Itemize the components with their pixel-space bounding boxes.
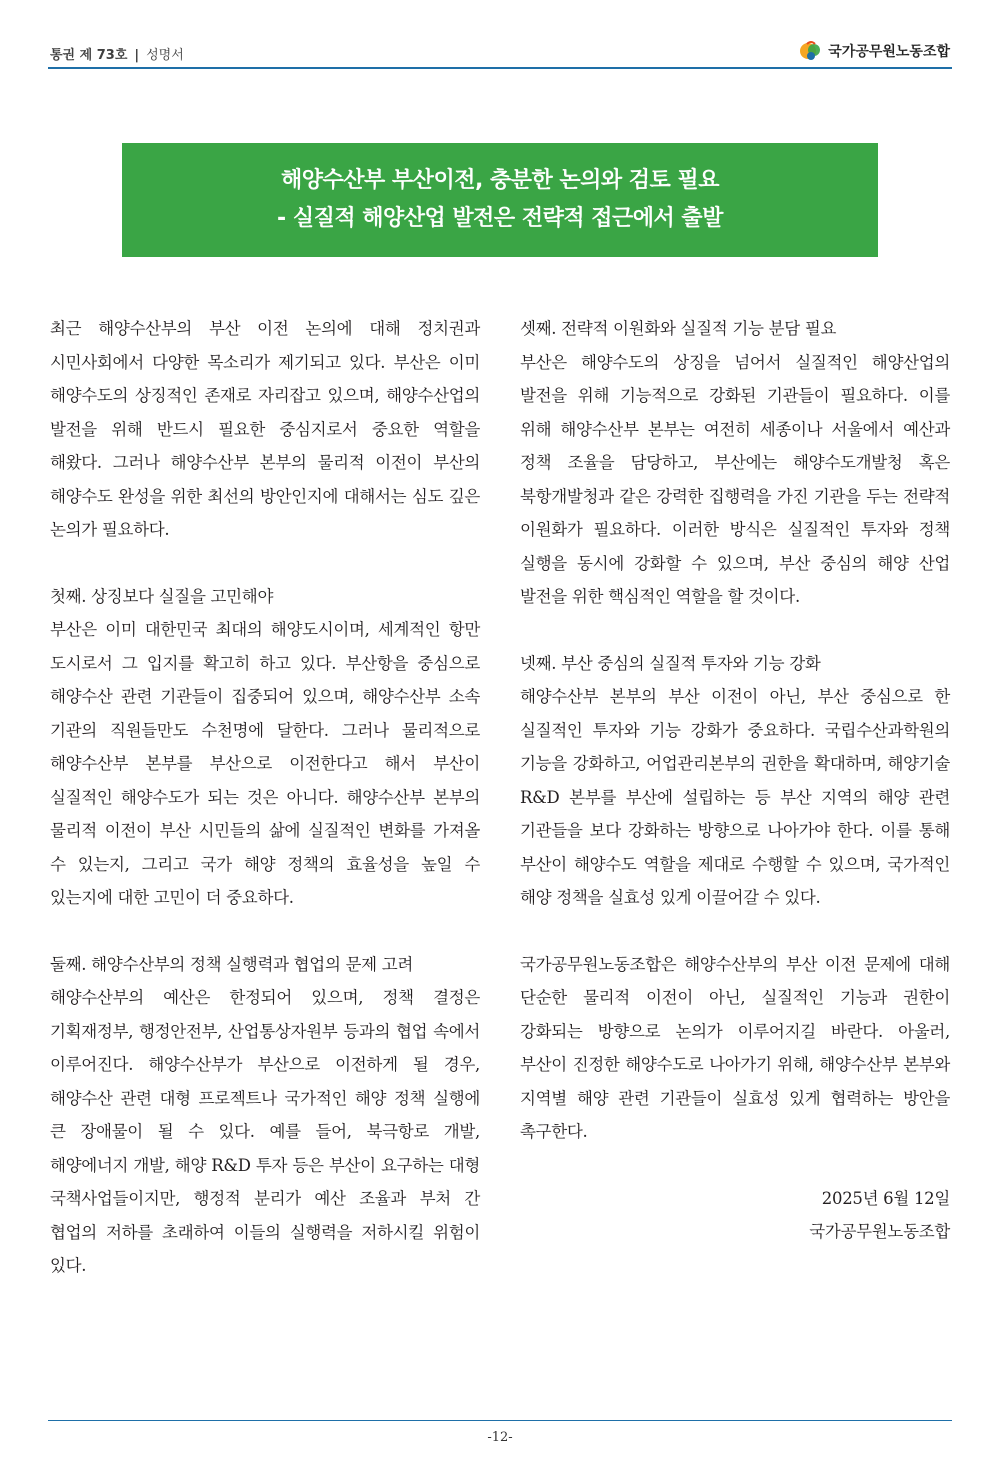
fourth-body: 해양수산부 본부의 부산 이전이 아닌, 부산 중심으로 한 실질적인 투자와 기능 강화가 중요하다. 국립수산과학원의 기능을 강화하고, 어업관리본부의 권한을 확대하며, 해양기술 R&D 본부를 부산에 설립하는 등 부산 지역의 해양 관련 기관들을 보다 강화하는 방향으로 나아가야 한다. 이를 통해 부산이 해양수도 역할을 제대로 수행할 수 있으며, 국가적인 해양 정책을 실효성 있게 이끌어갈 수 있다. <box>520 687 950 907</box>
brand <box>798 38 950 64</box>
section-name: 성명서 <box>146 48 184 63</box>
title-line-1: 해양수산부 부산이전, 충분한 논의와 검토 필요 <box>281 168 719 193</box>
header-rule <box>48 67 952 69</box>
page-header <box>50 38 950 66</box>
fourth-heading: 넷째. 부산 중심의 실질적 투자와 기능 강화 <box>520 653 821 673</box>
page-number: -12- <box>487 1430 513 1445</box>
second-body: 해양수산부의 예산은 한정되어 있으며, 정책 결정은 기획재정부, 행정안전부, 산업통상자원부 등과의 협업 속에서 이루어진다. 해양수산부가 부산으로 이전하게 될 경우, 해양수산 관련 대형 프로젝트나 국가적인 해양 정책 실행에 큰 장애물이 될 수 있다. 예를 들어, 북극항로 개발, 해양에너지 개발, 해양 R&D 투자 등은 부산이 요구하는 대형 국책사업들이지만, 행정적 분리가 예산 조율과 부처 간 협업의 저하를 초래하여 이들의 실행력을 저하시킬 위험이 있다. <box>50 988 480 1275</box>
signature: 국가공무원노동조합 <box>809 1222 950 1241</box>
title-banner <box>122 143 878 257</box>
footer-rule <box>48 1420 952 1421</box>
right-column <box>520 312 950 1249</box>
title-line-2: - 실질적 해양산업 발전은 전략적 접근에서 출발 <box>277 206 723 231</box>
intro-paragraph: 최근 해양수산부의 부산 이전 논의에 대해 정치권과 시민사회에서 다양한 목소리가 제기되고 있다. 부산은 이미 해양수도의 상징적인 존재로 자리잡고 있으며, 해양수산업의 발전을 위해 반드시 필요한 중심지로서 중요한 역할을 해왔다. 그러나 해양수산부 본부의 물리적 이전이 부산의 해양수도 완성을 위한 최선의 방안인지에 대해서는 심도 깊은 논의가 필요하다. <box>50 319 480 539</box>
statement-date: 2025년 6월 12일 <box>821 1188 950 1208</box>
issue-number: 통권 제 73호 <box>50 48 128 63</box>
union-logo-icon <box>798 38 824 64</box>
third-heading: 셋째. 전략적 이원화와 실질적 기능 분담 필요 <box>520 319 837 338</box>
second-heading: 둘째. 해양수산부의 정책 실행력과 협업의 문제 고려 <box>50 954 414 974</box>
closing-paragraph: 국가공무원노동조합은 해양수산부의 부산 이전 문제에 대해 단순한 물리적 이전이 아닌, 실질적인 기능과 권한이 강화되는 방향으로 논의가 이루어지길 바란다. 아울러, 부산이 진정한 해양수도로 나아가기 위해, 해양수산부 본부와 지역별 해양 관련 기관들이 실효성 있게 협력하는 방안을 촉구한다. <box>520 954 950 1141</box>
org-name: 국가공무원노동조합 <box>828 44 950 60</box>
issue-label <box>50 44 184 63</box>
left-column <box>50 312 480 1283</box>
third-body: 부산은 해양수도의 상징을 넘어서 실질적인 해양산업의 발전을 위해 기능적으로 강화된 기관들이 필요하다. 이를 위해 해양수산부 본부는 여전히 세종이나 서울에서 예산과 정책 조율을 담당하고, 부산에는 해양수도개발청 혹은 북항개발청과 같은 강력한 집행력을 가진 기관을 두는 전략적 이원화가 필요하다. 이러한 방식은 실질적인 투자와 정책 실행을 동시에 강화할 수 있으며, 부산 중심의 해양 산업 발전을 위한 핵심적인 역할을 할 것이다. <box>520 352 950 606</box>
first-heading: 첫째. 상징보다 실질을 고민해야 <box>50 586 274 606</box>
header-separator: | <box>134 48 140 63</box>
first-body: 부산은 이미 대한민국 최대의 해양도시이며, 세계적인 항만 도시로서 그 입지를 확고히 하고 있다. 부산항을 중심으로 해양수산 관련 기관들이 집중되어 있으며, 해양수산부 소속 기관의 직원들만도 수천명에 달한다. 그러나 물리적으로 해양수산부 본부를 부산으로 이전한다고 해서 부산이 실질적인 해양수도가 되는 것은 아니다. 해양수산부 본부의 물리적 이전이 부산 시민들의 삶에 실질적인 변화를 가져올 수 있는지, 그리고 국가 해양 정책의 효율성을 높일 수 있는지에 대한 고민이 더 중요하다. <box>50 620 480 907</box>
